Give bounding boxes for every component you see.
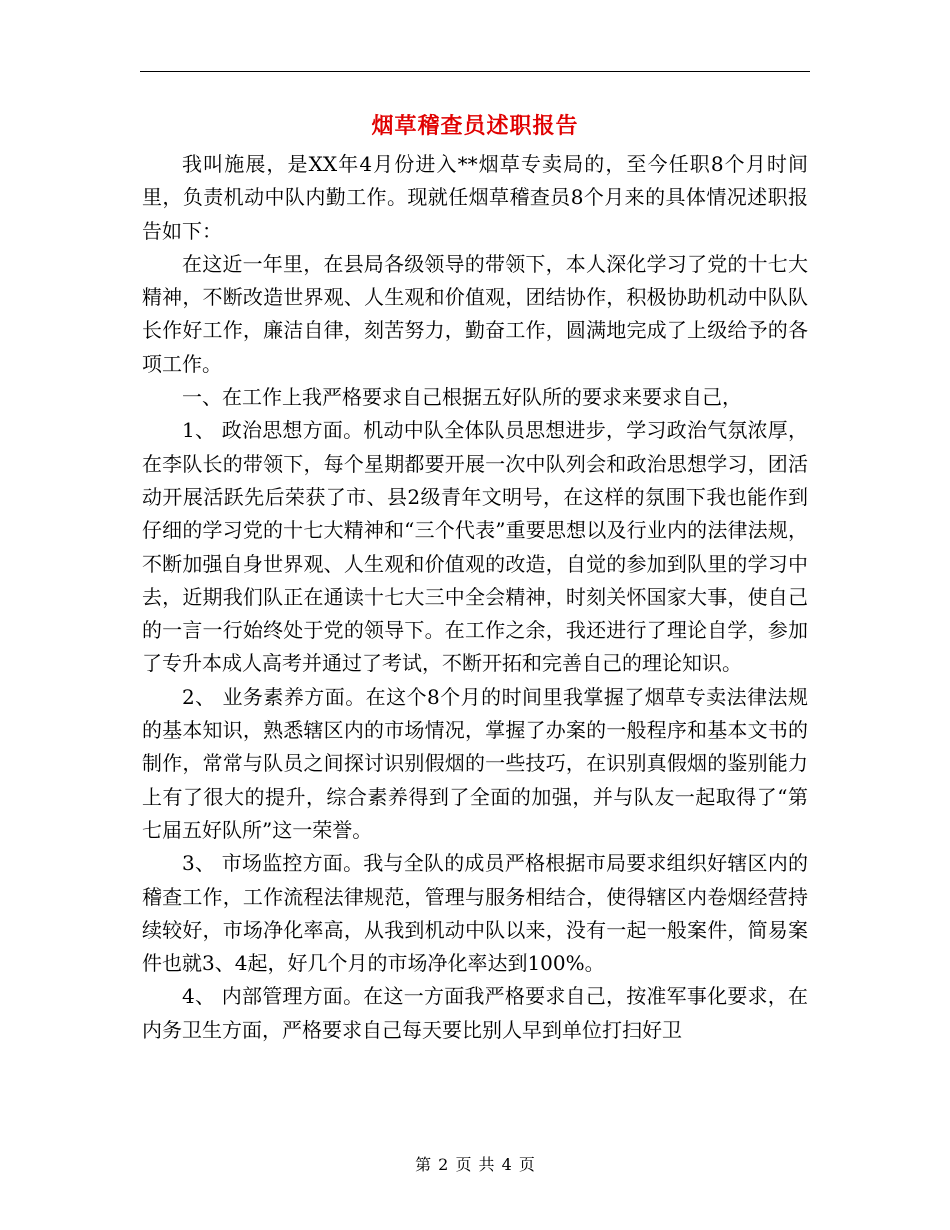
paragraph-political-thought: 1、 政治思想方面。机动中队全体队员思想进步，学习政治气氛浓厚，在李队长的带领下，每个星期都要开展一次中队列会和政治思想学习，团活动开展活跃先后荣获了市、县2级青年文明号，在这样的氛围下我也能作到仔细的学习党的十七大精神和“三个代表”重要思想以及行业内的法律法规，不断加强自身世界观、人生观和价值观的改造，自觉的参加到队里的学习中去，近期我们队正在通读十七大三中全会精神，时刻关怀国家大事，使自己的一言一行始终处于党的领导下。在工作之余，我还进行了理论自学，参加了专升本成人高考并通过了考试，不断开拓和完善自己的理论知识。	[142, 418, 808, 676]
paragraph-intro: 我叫施展，是XX年4月份进入**烟草专卖局的，至今任职8个月时间里，负责机动中队内勤工作。现就任烟草稽查员8个月来的具体情况述职报告如下：	[142, 152, 808, 243]
paragraph-internal-management: 4、 内部管理方面。在这一方面我严格要求自己，按准军事化要求，在内务卫生方面，严格要求自己每天要比别人早到单位打扫好卫	[142, 984, 808, 1042]
header-rule	[140, 71, 810, 72]
section-heading-work: 一、在工作上我严格要求自己根据五好队所的要求来要求自己，	[182, 385, 742, 410]
paragraph-professional-quality: 2、 业务素养方面。在这个8个月的时间里我掌握了烟草专卖法律法规的基本知识，熟悉辖区内的市场情况，掌握了办案的一般程序和基本文书的制作，常常与队员之间探讨识别假烟的一些技巧，在识别真假烟的鉴别能力上有了很大的提升，综合素养得到了全面的加强，并与队友一起取得了“第七届五好队所”这一荣誉。	[142, 684, 808, 842]
document-body	[142, 148, 808, 1047]
paragraph-summary: 在这近一年里，在县局各级领导的带领下，本人深化学习了党的十七大精神，不断改造世界观、人生观和价值观，团结协作，积极协助机动中队队长作好工作，廉洁自律，刻苦努力，勤奋工作，圆满地完成了上级给予的各项工作。	[142, 251, 808, 376]
page-number-footer: 第 2 页 共 4 页	[415, 1155, 535, 1174]
paragraph-market-monitoring: 3、 市场监控方面。我与全队的成员严格根据市局要求组织好辖区内的稽查工作，工作流程法律规范，管理与服务相结合，使得辖区内卷烟经营持续较好，市场净化率高，从我到机动中队以来，没有一起一般案件，简易案件也就3、4起，好几个月的市场净化率达到100%。	[142, 851, 808, 976]
document-title: 烟草稽查员述职报告	[371, 113, 579, 139]
